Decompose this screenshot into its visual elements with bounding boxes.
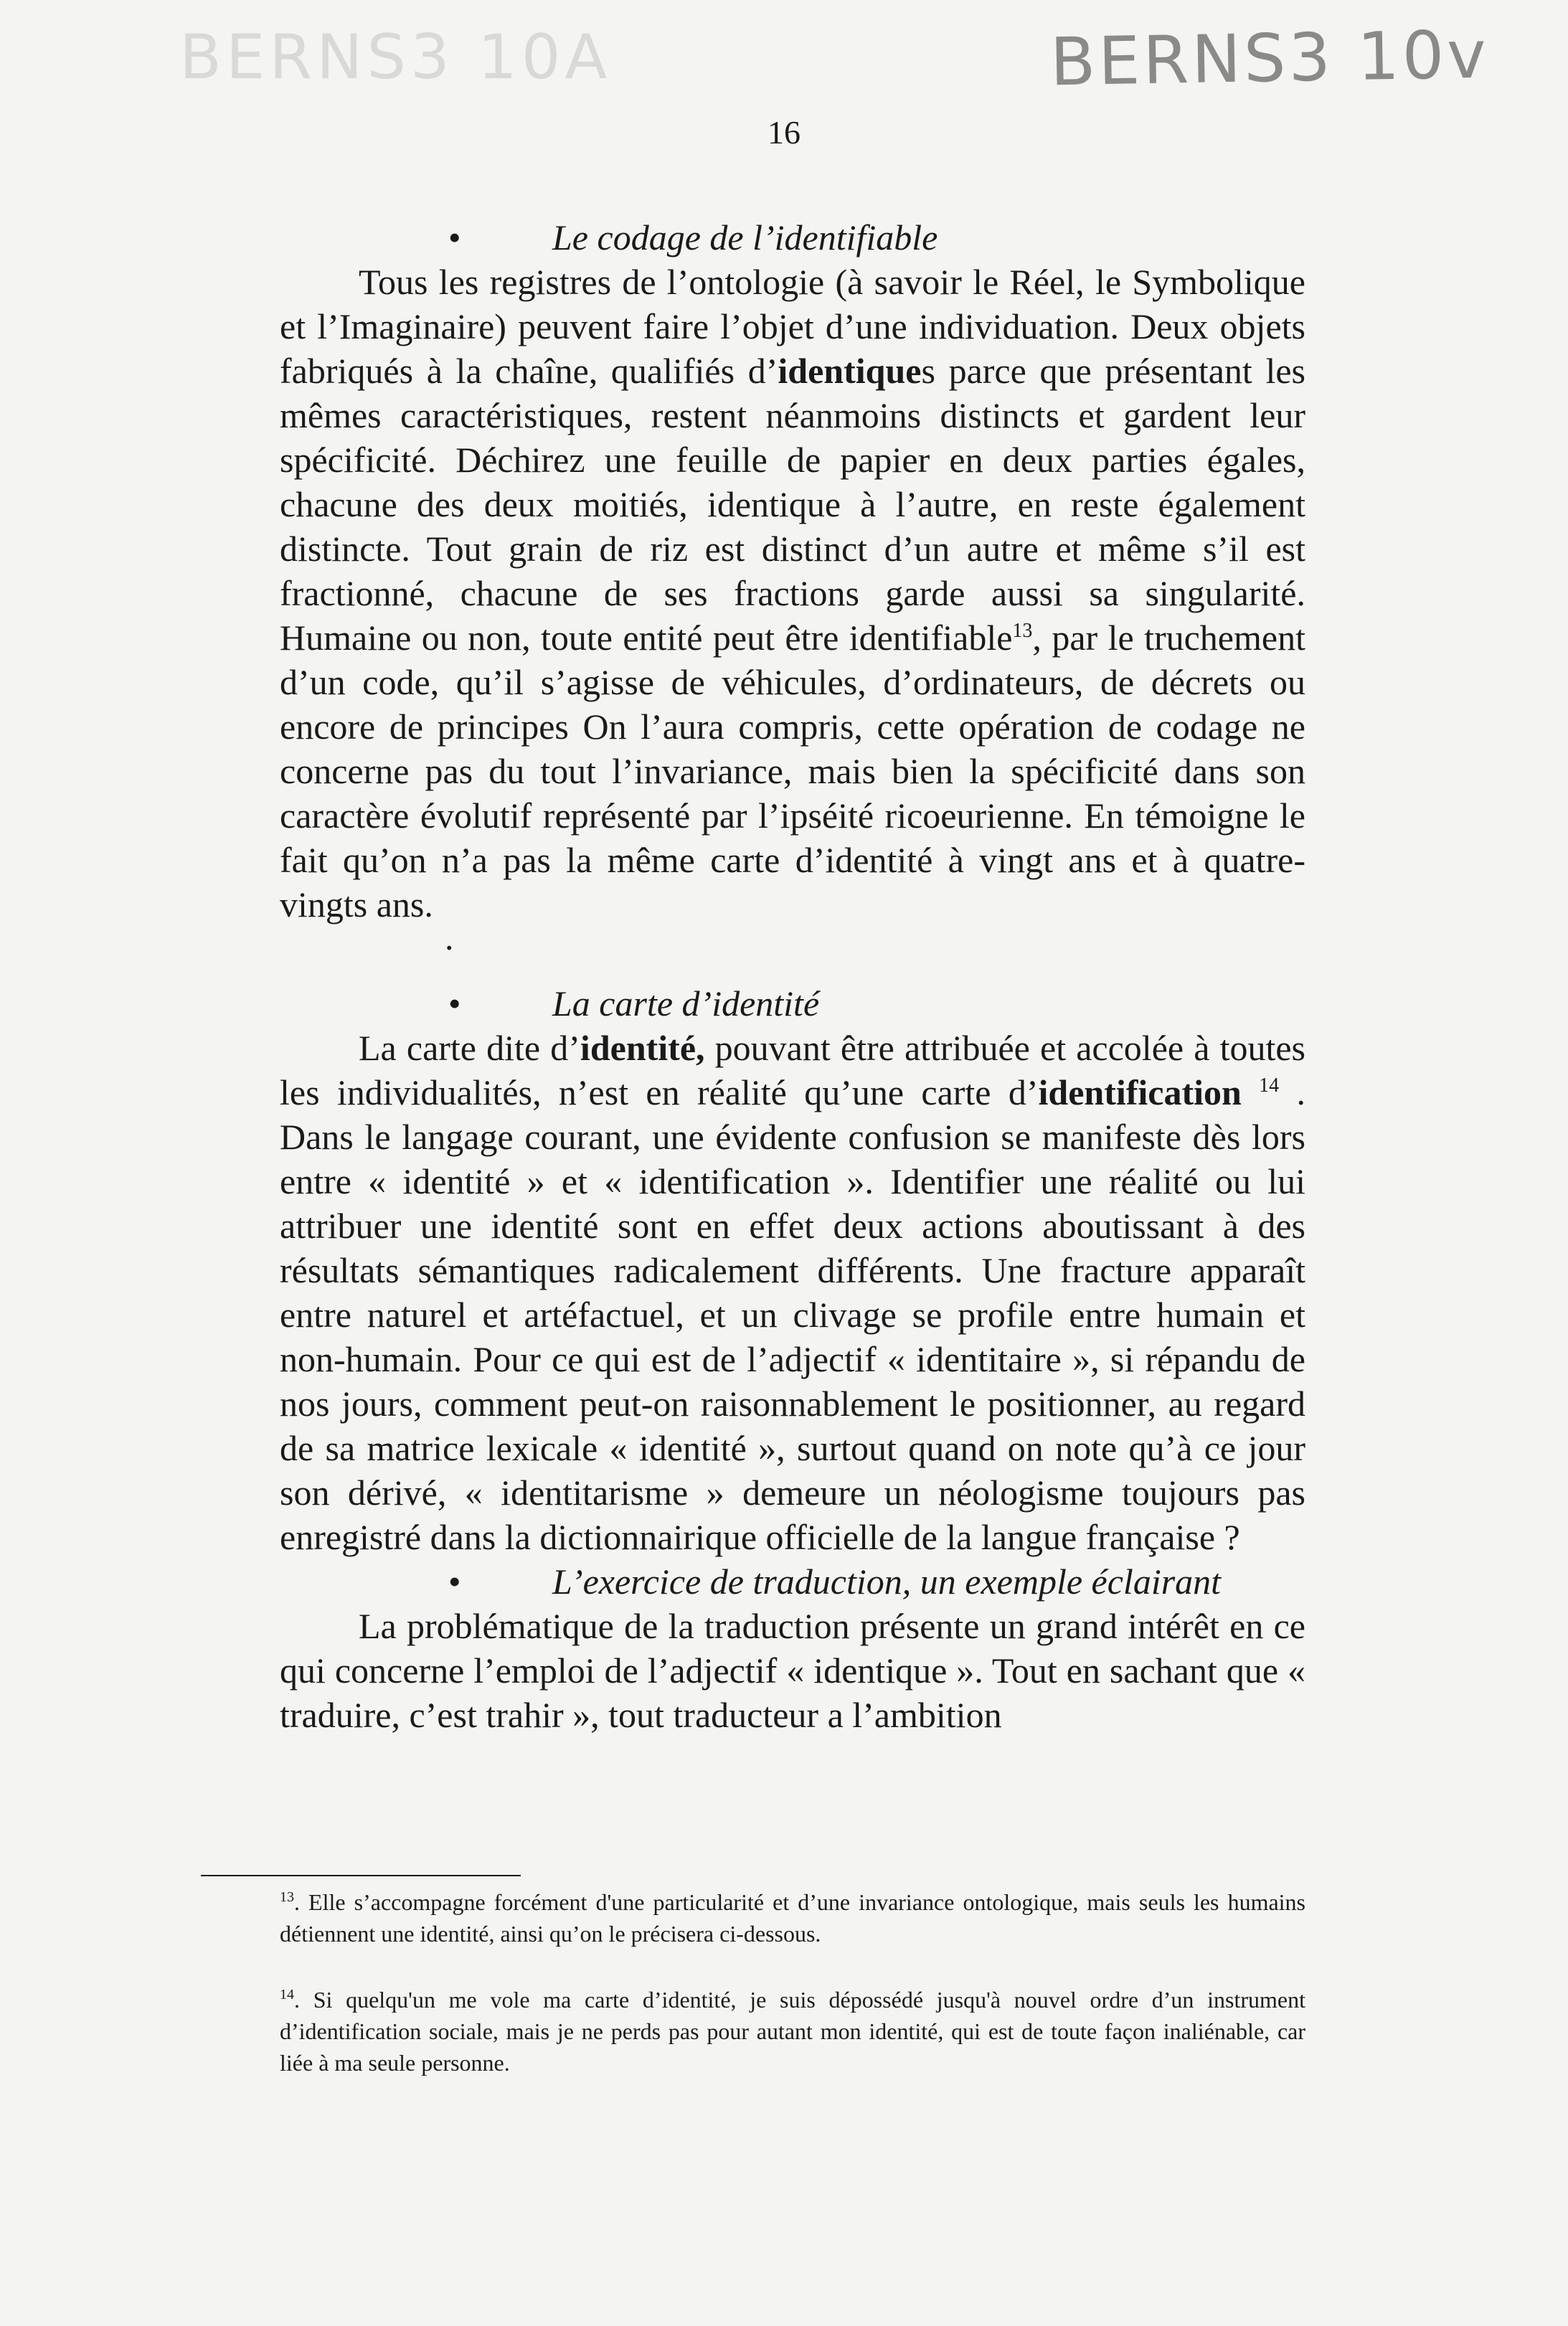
bold-term: identité, — [580, 1028, 705, 1068]
stray-mark: . — [445, 917, 454, 958]
footnote-ref-14: 14 — [1259, 1074, 1280, 1097]
text-run: , par le truchement d’un code, qu’il s’agisse de véhicules, d’ordinateurs, de décrets ou encore de principes On l’aura compris, cette opération de codage ne concerne pas du tout l’invariance, mais bien la spécificité dans son caractère évolutif représenté par l’ipséité ricoeurienne. En témoigne le fait qu’on n’a pas la même carte d’identité à vingt ans et à quatre-vingts ans. — [280, 618, 1305, 925]
bullet-icon: • — [448, 1561, 461, 1602]
bold-term: identification — [1038, 1072, 1242, 1112]
text-run: Tous les registres de l’ontologie (à savoir le Réel, le Symbolique et l’Imaginaire) peuvent faire l’objet d’une individuation. Deux objets fabriqués à la chaîne, qualifiés d’ — [280, 262, 1305, 391]
paragraph-codage — [280, 260, 1305, 927]
section-heading-codage — [280, 215, 1305, 260]
text-run: La carte dite d’ — [359, 1028, 580, 1068]
text-run: La problématique de la traduction présente un grand intérêt en ce qui concerne l’emploi de l’adjectif « identique ». Tout en sachant que « traduire, c’est trahir », tout traducteur a l’ambition — [280, 1606, 1305, 1735]
footnote-number: 13 — [280, 1889, 294, 1905]
text-run: pouvant être attribuée et accolée à toutes les individualités, n’est en réalité qu’une carte d’ — [280, 1028, 1305, 1112]
section-heading-carte — [280, 981, 1305, 1026]
text-run: . Dans le langage courant, une évidente confusion se manifeste dès lors entre « identité » et « identification ». Identifier une réalité ou lui attribuer une identité sont en effet deux actions aboutissant à des résultats sémantiques radicalement différents. Une fracture apparaît entre naturel et artéfactuel, et un clivage se profile entre humain et non-humain. Pour ce qui est de l’adjectif « identitaire », si répandu de nos jours, comment peut-on raisonnablement le positionner, au regard de sa matrice lexicale « identité », surtout quand on note qu’à ce jour son dérivé, « identitarisme » demeure un néologisme toujours pas enregistré dans la dictionnairique officielle de la langue française ? — [280, 1072, 1306, 1557]
footnote-14 — [280, 1984, 1305, 2079]
footnote-divider — [201, 1875, 521, 1876]
archive-reference-handwritten: BERNS3 10v — [1049, 16, 1490, 101]
bleed-through-ref: BERNS3 10A — [179, 22, 612, 93]
page-number: 16 — [768, 114, 800, 151]
heading-text: L’exercice de traduction, un exemple éclairant — [552, 1561, 1222, 1602]
bold-term: identique — [778, 351, 922, 391]
footnotes — [280, 1886, 1305, 2113]
text-run: s parce que présentant les mêmes caractéristiques, restent néanmoins distincts et gardent leur spécificité. Déchirez une feuille de papier en deux parties égales, chacune des deux moitiés, identique à l’autre, en reste également distincte. Tout grain de riz est distinct d’un autre et même s’il est fractionné, chacune de ses fractions garde aussi sa singularité. Humaine ou non, toute entité peut être identifiable — [280, 351, 1305, 658]
footnote-ref-13: 13 — [1012, 620, 1033, 642]
body-text — [280, 215, 1305, 1737]
heading-text: Le codage de l’identifiable — [552, 217, 938, 257]
paragraph-carte — [280, 1026, 1305, 1559]
footnote-number: 14 — [280, 1987, 294, 2003]
section-heading-traduction — [280, 1559, 1305, 1604]
footnote-text: . Elle s’accompagne forcément d'une particularité et d’une invariance ontologique, mais seuls les humains détiennent une identité, ainsi qu’on le précisera ci-dessous. — [280, 1889, 1305, 1947]
footnote-13 — [280, 1886, 1305, 1949]
bullet-icon: • — [448, 983, 461, 1023]
bullet-icon: • — [448, 217, 461, 257]
footnote-text: . Si quelqu'un me vole ma carte d’identité, je suis dépossédé jusqu'à nouvel ordre d’un instrument d’identification sociale, mais je ne perds pas pour autant mon identité, qui est de toute façon inaliénable, car liée à ma seule personne. — [280, 1987, 1305, 2076]
heading-text: La carte d’identité — [552, 983, 820, 1023]
paragraph-traduction — [280, 1604, 1305, 1737]
